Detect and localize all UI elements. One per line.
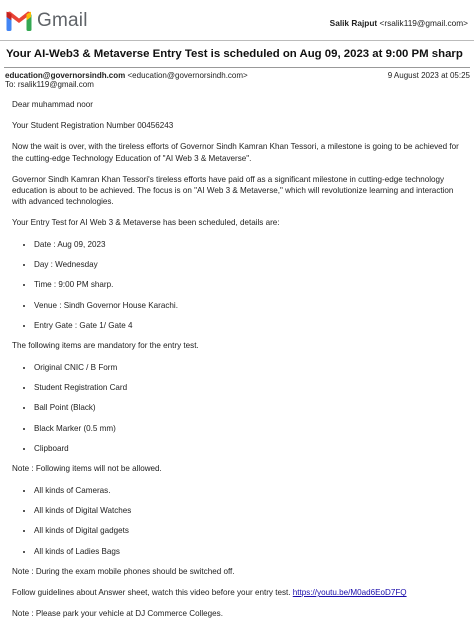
list-item: • All kinds of Ladies Bags [34, 546, 462, 557]
not-allowed-list [12, 485, 462, 557]
message-date: 9 August 2023 at 05:25 [387, 71, 470, 80]
list-item: • Day : Wednesday [34, 259, 462, 270]
gmail-header [0, 0, 474, 41]
account-email: <rsalik119@gmail.com> [379, 18, 468, 28]
phones-note: Note : During the exam mobile phones should be switched off. [12, 566, 235, 576]
list-item: • Venue : Sindh Governor House Karachi. [34, 300, 462, 311]
list-item: • All kinds of Cameras. [34, 485, 462, 496]
account-name: Salik Rajput [329, 18, 378, 28]
list-item: • Entry Gate : Gate 1/ Gate 4 [34, 320, 462, 331]
video-text: Follow guidelines about Answer sheet, watch this video before your entry test. [12, 588, 293, 598]
video-link[interactable]: https://youtu.be/M0ad6EoD7FQ [292, 588, 407, 598]
gmail-envelope-icon [6, 11, 32, 31]
schedule-intro: Your Entry Test for AI Web 3 & Metaverse has been scheduled, details are: [12, 218, 280, 228]
sender-address[interactable]: education@governorsindh.com [5, 71, 126, 80]
registration-number: Your Student Registration Number 00456243 [12, 121, 174, 131]
list-item: • All kinds of Digital Watches [34, 505, 462, 516]
intro-paragraph: Now the wait is over, with the tireless efforts of Governor Sindh Kamran Khan Tessori, a milestone is going to be achieved for the cutting-edge Technology Education of "AI Web 3 & Metaverse". [12, 142, 459, 163]
list-item: • Clipboard [34, 443, 462, 454]
list-item: • Ball Point (Black) [34, 402, 462, 413]
parking-note: Note : Please park your vehicle at DJ Commerce Colleges. [12, 609, 223, 619]
gmail-logo [6, 10, 88, 32]
sender-bracket: <education@governorsindh.com> [127, 71, 248, 80]
mandatory-list [12, 362, 462, 455]
list-item: • All kinds of Digital gadgets [34, 525, 462, 536]
list-item: • Black Marker (0.5 mm) [34, 423, 462, 434]
list-item: • Date : Aug 09, 2023 [34, 239, 462, 250]
email-subject: Your AI-Web3 & Metaverse Entry Test is scheduled on Aug 09, 2023 at 9:00 PM sharp [6, 48, 463, 60]
email-body [0, 93, 474, 620]
recipient-line: To: rsalik119@gmail.com [5, 80, 94, 89]
gmail-wordmark: Gmail [37, 10, 88, 31]
list-item: • Student Registration Card [34, 382, 462, 393]
not-allowed-intro: Note : Following items will not be allowed. [12, 464, 162, 474]
video-paragraph [12, 587, 462, 598]
milestone-paragraph: Governor Sindh Kamran Khan Tessori's tireless efforts have paid off as a significant milestone in cutting-edge technology education is about to be achieved. The focus is on "AI Web 3 & Metaverse," which will revolutionize learning and interaction with advanced technologies. [12, 174, 454, 207]
schedule-list [12, 239, 462, 332]
message-meta [0, 68, 474, 93]
list-item: • Original CNIC / B Form [34, 362, 462, 373]
account-info [330, 18, 468, 28]
list-item: • Time : 9:00 PM sharp. [34, 279, 462, 290]
mandatory-intro: The following items are mandatory for the entry test. [12, 341, 199, 351]
greeting: Dear muhammad noor [12, 100, 93, 109]
